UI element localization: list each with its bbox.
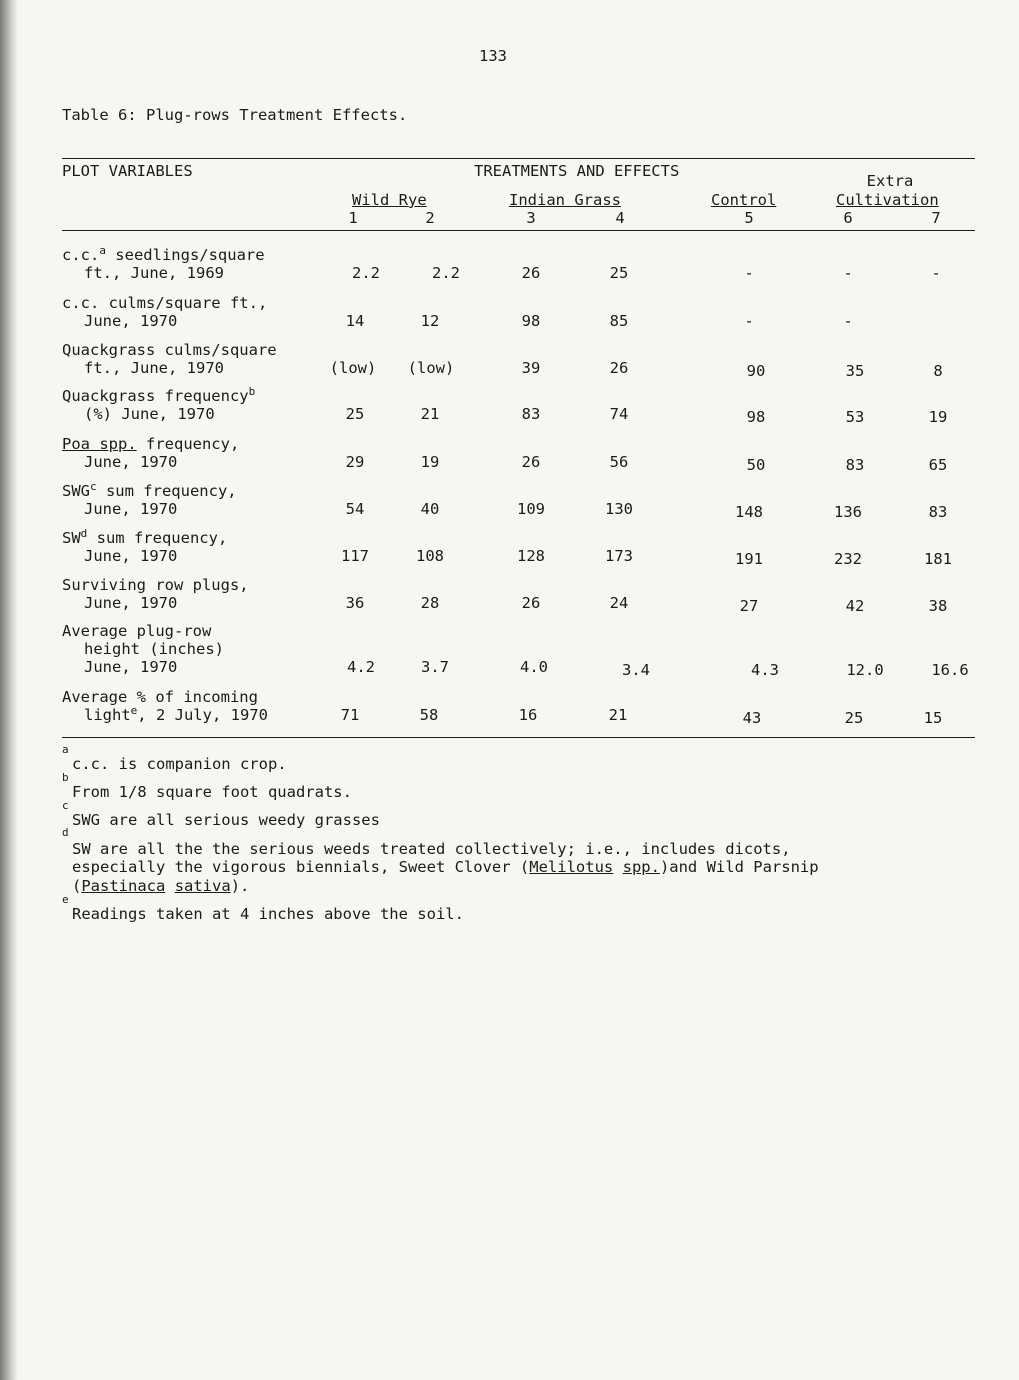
footnote-a: a [62, 742, 69, 756]
table-cell: - [843, 312, 853, 330]
table-cell: 38 [928, 597, 948, 615]
header-bottom-rule [62, 230, 975, 231]
row-label: Surviving row plugs, [62, 576, 249, 594]
row-label: $SW^d$ sum frequency, [62, 526, 228, 547]
table-cell: 191 [735, 550, 763, 568]
scan-edge-shadow [0, 0, 18, 1380]
table-cell: 21 [420, 405, 440, 423]
page-number: 133 [479, 47, 507, 65]
col-number-1: 1 [348, 209, 358, 227]
table-cell: 24 [609, 594, 629, 612]
footnote-c: c [62, 798, 69, 812]
table-cell: 12.0 [846, 661, 884, 679]
row-label: June, 1970 [84, 453, 178, 471]
table-cell: 232 [834, 550, 862, 568]
footnote-c-text: SWG are all serious weedy grasses [72, 811, 380, 829]
table-cell: 65 [928, 456, 948, 474]
table-cell: 83 [845, 456, 865, 474]
table-bottom-rule [62, 737, 975, 738]
col-number-2: 2 [425, 209, 435, 227]
row-label: c.c.$^a$ seedlings/square [62, 243, 265, 264]
table-cell: 35 [845, 362, 865, 380]
table-cell: 26 [609, 359, 629, 377]
row-label: (%) June, 1970 [84, 405, 215, 423]
table-top-rule [62, 158, 975, 159]
row-label: June, 1970 [84, 547, 178, 565]
table-cell: 58 [419, 706, 439, 724]
table-cell: 39 [521, 359, 541, 377]
table-cell: 50 [746, 456, 766, 474]
table-cell: 12 [420, 312, 440, 330]
row-label: Average plug-row [62, 622, 212, 640]
row-label: June, 1970 [84, 500, 178, 518]
col-number-3: 3 [526, 209, 536, 227]
header-wild-rye: Wild Rye [352, 191, 427, 209]
col-number-4: 4 [615, 209, 625, 227]
table-cell: 3.7 [421, 658, 449, 676]
table-cell: 25 [844, 709, 864, 727]
table-cell: (low) [407, 359, 455, 377]
col-number-7: 7 [931, 209, 941, 227]
header-control: Control [711, 191, 777, 209]
header-indian-grass: Indian Grass [509, 191, 621, 209]
row-label: June, 1970 [84, 312, 178, 330]
table-cell: (low) [329, 359, 377, 377]
row-label: June, 1970 [84, 658, 178, 676]
table-cell: 29 [345, 453, 365, 471]
table-cell: 90 [746, 362, 766, 380]
row-label: height (inches) [84, 640, 224, 658]
table-cell: 21 [608, 706, 628, 724]
row-label: June, 1970 [84, 594, 178, 612]
table-cell: 109 [517, 500, 545, 518]
table-cell: - [843, 264, 853, 282]
row-label: ft., June, 1970 [84, 359, 224, 377]
table-cell: 25 [345, 405, 365, 423]
table-cell: 26 [521, 453, 541, 471]
row-label: Quackgrass culms/square [62, 341, 277, 359]
row-label: c.c. culms/square ft., [62, 294, 268, 312]
table-cell: 4.3 [751, 661, 779, 679]
table-cell: 3.4 [622, 661, 650, 679]
table-cell: 16.6 [931, 661, 969, 679]
footnote-b-text: From 1/8 square foot quadrats. [72, 783, 352, 801]
table-cell: 117 [341, 547, 369, 565]
table-cell: 42 [845, 597, 865, 615]
table-cell: - [931, 264, 941, 282]
table-cell: 36 [345, 594, 365, 612]
table-cell: 4.0 [520, 658, 548, 676]
table-cell: 19 [420, 453, 440, 471]
table-cell: 173 [605, 547, 633, 565]
table-cell: 2.2 [352, 264, 380, 282]
table-cell: 85 [609, 312, 629, 330]
footnote-d-line2: especially the vigorous biennials, Sweet Clover (Melilotus spp.)and Wild Parsnip [72, 858, 819, 876]
table-cell: 15 [923, 709, 943, 727]
table-cell: 25 [609, 264, 629, 282]
footnote-d: d [62, 825, 69, 839]
header-plot-variables: PLOT VARIABLES [62, 162, 193, 180]
row-label: ft., June, 1969 [84, 264, 224, 282]
table-cell: 53 [845, 408, 865, 426]
table-cell: 28 [420, 594, 440, 612]
header-extra-line2: Cultivation [836, 191, 939, 209]
table-cell: 130 [605, 500, 633, 518]
table-cell: 83 [521, 405, 541, 423]
table-cell: 148 [735, 503, 763, 521]
table-cell: 56 [609, 453, 629, 471]
header-extra-line1: Extra [866, 172, 914, 190]
col-number-5: 5 [744, 209, 754, 227]
table-cell: 43 [742, 709, 762, 727]
table-cell: 71 [340, 706, 360, 724]
table-cell: - [744, 264, 754, 282]
table-cell: 19 [928, 408, 948, 426]
row-label: light$^e$, 2 July, 1970 [84, 703, 268, 724]
col-number-6: 6 [843, 209, 853, 227]
footnote-d-line1: SW are all the the serious weeds treated collectively; i.e., includes dicots, [72, 840, 791, 858]
table-cell: 98 [746, 408, 766, 426]
table-cell: 27 [739, 597, 759, 615]
table-cell: 83 [928, 503, 948, 521]
table-cell: 128 [517, 547, 545, 565]
table-cell: 40 [420, 500, 440, 518]
table-cell: 14 [345, 312, 365, 330]
table-cell: 4.2 [347, 658, 375, 676]
table-cell: 108 [416, 547, 444, 565]
table-cell: 26 [521, 594, 541, 612]
table-cell: 2.2 [432, 264, 460, 282]
footnote-e: e [62, 892, 69, 906]
table-cell: 98 [521, 312, 541, 330]
table-cell: 8 [933, 362, 943, 380]
footnote-d-line3: (Pastinaca sativa). [72, 877, 250, 895]
footnote-e-text: Readings taken at 4 inches above the soil. [72, 905, 464, 923]
table-cell: 54 [345, 500, 365, 518]
row-label: Poa spp. frequency, [62, 435, 240, 453]
row-label: Average % of incoming [62, 688, 258, 706]
footnote-a-text: c.c. is companion crop. [72, 755, 287, 773]
table-cell: 16 [518, 706, 538, 724]
header-treatments: TREATMENTS AND EFFECTS [474, 162, 680, 180]
table-caption: Table 6: Plug-rows Treatment Effects. [62, 106, 408, 124]
row-label: SWG$^c$ sum frequency, [62, 479, 237, 500]
table-cell: - [744, 312, 754, 330]
row-label: Quackgrass frequency$^b$ [62, 384, 256, 405]
table-cell: 74 [609, 405, 629, 423]
table-cell: 181 [924, 550, 952, 568]
footnote-b: b [62, 770, 69, 784]
table-cell: 26 [521, 264, 541, 282]
table-cell: 136 [834, 503, 862, 521]
